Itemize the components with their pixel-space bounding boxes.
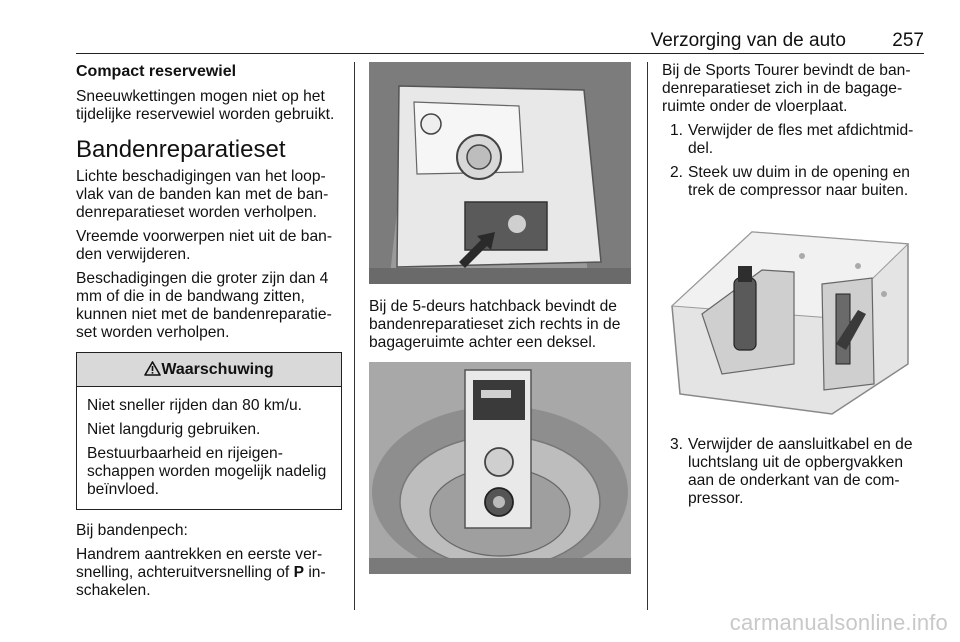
step-number: 1. <box>670 122 684 139</box>
figure-caption: Bij de 5-deurs hatchback bevindt de bandenreparatieset zich rechts in de bagageruimte achter een deksel. <box>369 298 621 351</box>
paragraph <box>76 546 342 600</box>
column-middle <box>369 62 631 574</box>
column-divider <box>354 62 355 610</box>
illustration-hatchback-cover <box>369 62 631 284</box>
section-title: Bandenreparatieset <box>76 136 286 163</box>
step-text: Steek uw duim in de opening en trek de compressor naar buiten. <box>688 164 910 199</box>
watermark: carmanualsonline.info <box>729 610 948 635</box>
warning-box <box>76 352 342 510</box>
step-text: Verwijder de aansluitkabel en de luchtslang uit de opbergvakken aan de onderkant van de compressor. <box>688 436 913 507</box>
warning-body <box>77 387 341 509</box>
paragraph: Sneeuwkettingen mogen niet op het tijdelijke reservewiel worden gebruikt. <box>76 88 335 123</box>
warning-triangle-icon <box>144 361 161 376</box>
warning-line: Bestuurbaarheid en rijeigenschappen worden mogelijk nadelig beïnvloed. <box>87 445 327 498</box>
steps-list <box>662 122 924 200</box>
steps-list-continued <box>662 436 924 508</box>
paragraph: Vreemde voorwerpen niet uit de banden verwijderen. <box>76 228 333 263</box>
column-right <box>662 62 924 514</box>
step-item <box>662 436 924 508</box>
page-header <box>76 28 924 54</box>
gear-p-label: P <box>293 564 304 581</box>
paragraph: Lichte beschadigingen van het loopvlak van de banden kan met de bandenreparatieset worden verholpen. <box>76 168 329 221</box>
step-number: 3. <box>670 436 684 453</box>
step-number: 2. <box>670 164 684 181</box>
warning-line: Niet sneller rijden dan 80 km/u. <box>87 397 302 414</box>
paragraph: Bij bandenpech: <box>76 522 188 539</box>
step-item <box>662 164 924 200</box>
column-divider <box>647 62 648 610</box>
subheading-compact-spare: Compact reservewiel <box>76 63 237 80</box>
illustration-hatchback-kit <box>369 362 631 574</box>
text-run: Handrem aantrekken en eerste versnelling, achteruitversnelling of <box>76 546 323 581</box>
warning-header <box>77 353 341 387</box>
paragraph: Bij de Sports Tourer bevindt de bandenreparatieset zich in de bagageruimte onder de vloerplaat. <box>662 62 911 115</box>
warning-line: Niet langdurig gebruiken. <box>87 421 261 438</box>
column-left <box>76 62 342 606</box>
header-title: Verzorging van de auto <box>650 30 846 51</box>
page-number: 257 <box>892 30 924 51</box>
text-run: inschakelen. <box>76 564 326 599</box>
illustration-compressor-tray <box>662 214 924 422</box>
warning-title: Waarschuwing <box>161 361 274 378</box>
step-text: Verwijder de fles met afdichtmiddel. <box>688 122 914 157</box>
step-item <box>662 122 924 158</box>
paragraph: Beschadigingen die groter zijn dan 4 mm of die in de bandwang zitten, kunnen niet met de bandenreparatieset worden verholpen. <box>76 270 332 341</box>
